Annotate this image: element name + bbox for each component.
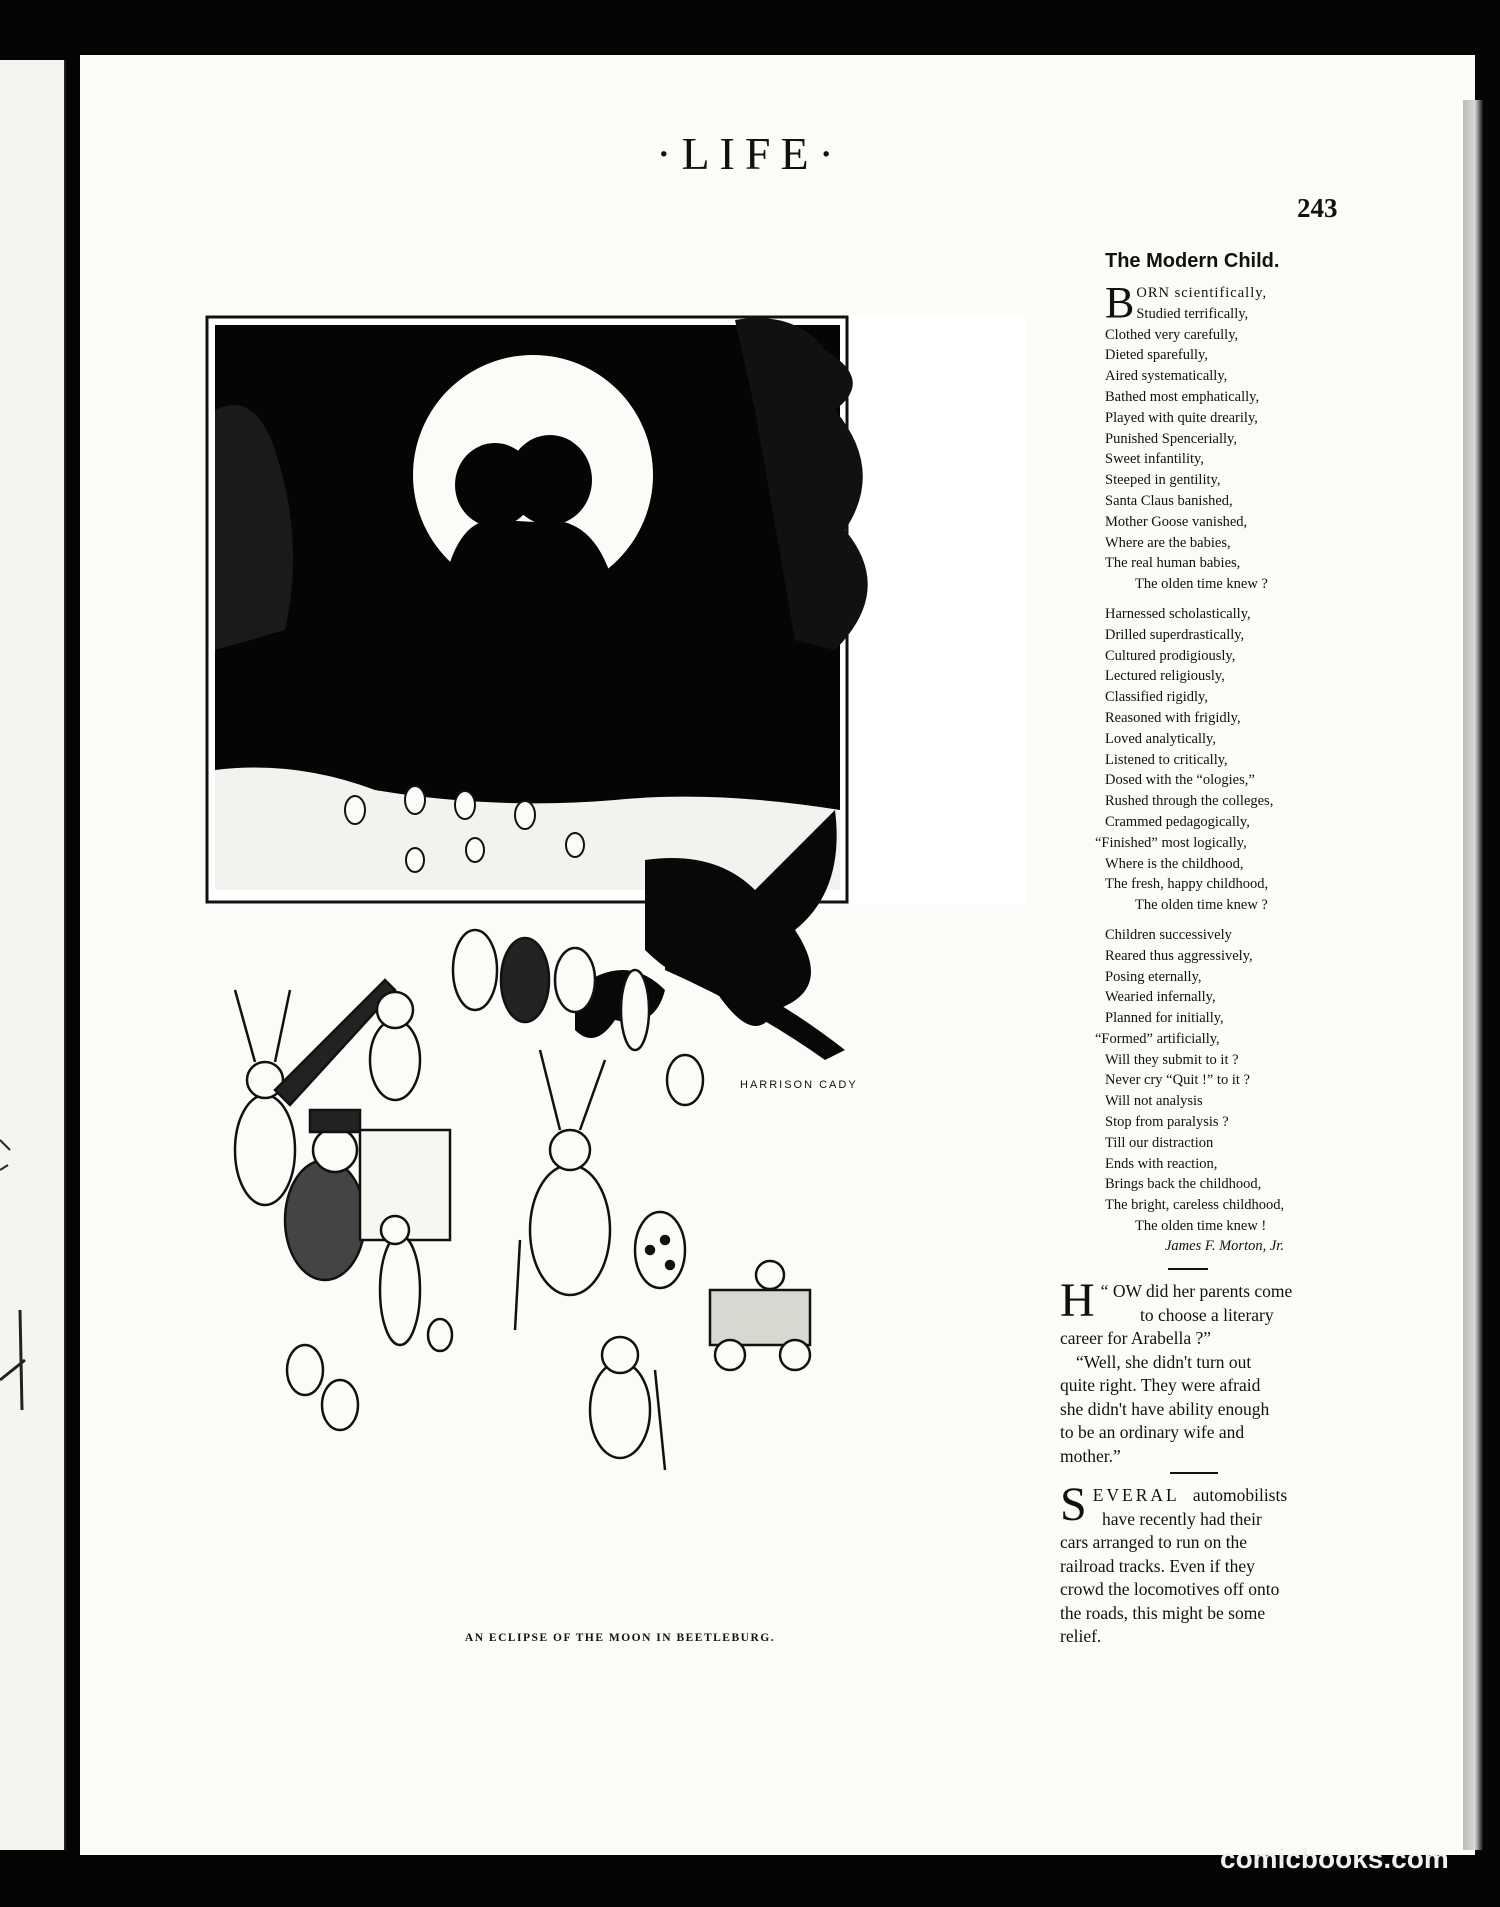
illustration-caption: AN ECLIPSE OF THE MOON IN BEETLEBURG. bbox=[464, 1632, 776, 1644]
poem-line: The bright, careless childhood, bbox=[1105, 1197, 1285, 1214]
poem-line: Where is the childhood, bbox=[1105, 855, 1244, 872]
poem-line: Santa Claus banished, bbox=[1105, 492, 1233, 509]
illustration-eclipse bbox=[195, 290, 1025, 1650]
poem-dropcap: B bbox=[1105, 278, 1135, 327]
poem-line: Cultured prodigiously, bbox=[1105, 647, 1236, 664]
section-rule bbox=[1170, 1472, 1218, 1474]
facing-page-drawing-fragment bbox=[0, 1110, 60, 1410]
poem-stanza bbox=[1095, 925, 1345, 1237]
poem-line: Lectured religiously, bbox=[1105, 668, 1225, 685]
poem-line: Crammed pedagogically, bbox=[1105, 813, 1250, 830]
poem-line: The fresh, happy childhood, bbox=[1105, 876, 1269, 893]
paragraph-line: have recently had their bbox=[1102, 1508, 1262, 1529]
poem-line: Brings back the childhood, bbox=[1105, 1176, 1262, 1193]
grandmother-beetle bbox=[590, 1337, 665, 1470]
poem-line: Posing eternally, bbox=[1105, 968, 1202, 985]
poem-line: Will they submit to it ? bbox=[1105, 1051, 1239, 1068]
paragraph-line: crowd the locomotives off onto bbox=[1060, 1579, 1280, 1599]
paragraph-line: she didn't have ability enough bbox=[1060, 1398, 1270, 1419]
paragraph-line: cars arranged to run on the bbox=[1060, 1532, 1248, 1552]
poem-line: Aired systematically, bbox=[1105, 368, 1228, 385]
paragraph-first-word: EVERAL bbox=[1092, 1485, 1180, 1505]
poem-line: Till our distraction bbox=[1105, 1134, 1214, 1151]
poem-line: Dosed with the “ologies,” bbox=[1105, 772, 1255, 789]
paragraph-automobilists bbox=[1060, 1478, 1342, 1649]
poem-line: Listened to critically, bbox=[1105, 751, 1228, 768]
poem-line-text: ORN scientifically, bbox=[1136, 285, 1268, 301]
poem-stanza bbox=[1105, 278, 1345, 595]
poem-line: Loved analytically, bbox=[1105, 730, 1216, 747]
paragraph-line: mother.” bbox=[1060, 1445, 1121, 1466]
paragraph-dropcap: S bbox=[1060, 1478, 1087, 1531]
poem-line: Children successively bbox=[1105, 926, 1232, 943]
poem-line: Rushed through the colleges, bbox=[1105, 793, 1274, 810]
poem-title: The Modern Child. bbox=[1105, 250, 1280, 272]
poem-line: Stop from paralysis ? bbox=[1105, 1114, 1229, 1131]
poem-line: Planned for initially, bbox=[1105, 1010, 1224, 1027]
poem-line: Will not analysis bbox=[1105, 1093, 1203, 1110]
beetle-reading-newspaper bbox=[285, 1110, 450, 1280]
poem-line: Reared thus aggressively, bbox=[1105, 947, 1253, 964]
night-scene bbox=[205, 315, 1025, 905]
poem-line: Clothed very carefully, bbox=[1105, 326, 1239, 343]
beetle-parade bbox=[235, 930, 810, 1470]
page-number: 243 bbox=[1297, 193, 1338, 223]
poem-line: Never cry “Quit !” to it ? bbox=[1105, 1072, 1250, 1089]
beetle-with-umbrella bbox=[515, 1050, 610, 1330]
artist-signature: HARRISON CADY bbox=[740, 1079, 858, 1091]
paragraph-line: railroad tracks. Even if they bbox=[1060, 1555, 1255, 1576]
poem-line: Wearied infernally, bbox=[1105, 989, 1216, 1006]
section-rule bbox=[1168, 1268, 1208, 1270]
paragraph-line: relief. bbox=[1060, 1626, 1102, 1646]
poem-author: James F. Morton, Jr. bbox=[1165, 1238, 1284, 1254]
poem-refrain: The olden time knew ! bbox=[1135, 1218, 1267, 1235]
poem-line: Drilled superdrastically, bbox=[1105, 626, 1245, 643]
poem-line: Bathed most emphatically, bbox=[1105, 388, 1260, 405]
poem-line: Ends with reaction, bbox=[1105, 1155, 1218, 1172]
poem-line: Mother Goose vanished, bbox=[1105, 513, 1248, 530]
paragraph-line: quite right. They were afraid bbox=[1060, 1375, 1261, 1395]
paragraph-dropcap: H bbox=[1060, 1274, 1095, 1327]
beetle-in-hat bbox=[370, 992, 420, 1100]
poem-body bbox=[1095, 278, 1345, 1246]
paragraph-line: “Well, she didn't turn out bbox=[1076, 1351, 1252, 1372]
page-shadow-edge bbox=[1463, 100, 1483, 1850]
poem-line: Harnessed scholastically, bbox=[1105, 605, 1251, 622]
paragraph-line: career for Arabella ?” bbox=[1060, 1328, 1212, 1348]
ladybug-pushing-cart bbox=[635, 1212, 810, 1370]
facing-page-edge bbox=[0, 60, 66, 1850]
poem-line: Reasoned with frigidly, bbox=[1105, 709, 1241, 726]
poem-stanza bbox=[1095, 604, 1345, 916]
poem-refrain: The olden time knew ? bbox=[1135, 897, 1268, 914]
site-watermark: comicbooks.com bbox=[1220, 1843, 1449, 1874]
poem-line: Where are the babies, bbox=[1105, 534, 1231, 551]
poem-line: Sweet infantility, bbox=[1105, 451, 1204, 468]
poem-line: Played with quite drearily, bbox=[1105, 409, 1258, 426]
paragraph-line-text: automobilists bbox=[1192, 1485, 1288, 1505]
poem-refrain: The olden time knew ? bbox=[1135, 576, 1268, 593]
poem-line: Punished Spencerially, bbox=[1105, 430, 1237, 447]
masthead: ·LIFE· bbox=[656, 128, 844, 179]
poem-line: Studied terrifically, bbox=[1136, 305, 1249, 322]
poem-line: “Formed” artificially, bbox=[1095, 1030, 1220, 1047]
open-quote: “ bbox=[1100, 1281, 1109, 1301]
beetle-couple bbox=[453, 930, 595, 1022]
paragraph-line-text: OW did her parents come bbox=[1112, 1281, 1293, 1301]
paragraph-line: to be an ordinary wife and bbox=[1060, 1422, 1245, 1442]
poem-line: The real human babies, bbox=[1105, 555, 1241, 572]
paragraph-line: to choose a literary bbox=[1140, 1304, 1274, 1325]
poem-line: Steeped in gentility, bbox=[1105, 472, 1221, 489]
poem-line: “Finished” most logically, bbox=[1095, 834, 1247, 851]
paragraph-arabella bbox=[1060, 1274, 1342, 1468]
paragraph-line: the roads, this might be some bbox=[1060, 1602, 1266, 1623]
poem-line: Classified rigidly, bbox=[1105, 689, 1208, 706]
poem-line: Dieted sparefully, bbox=[1105, 347, 1208, 364]
